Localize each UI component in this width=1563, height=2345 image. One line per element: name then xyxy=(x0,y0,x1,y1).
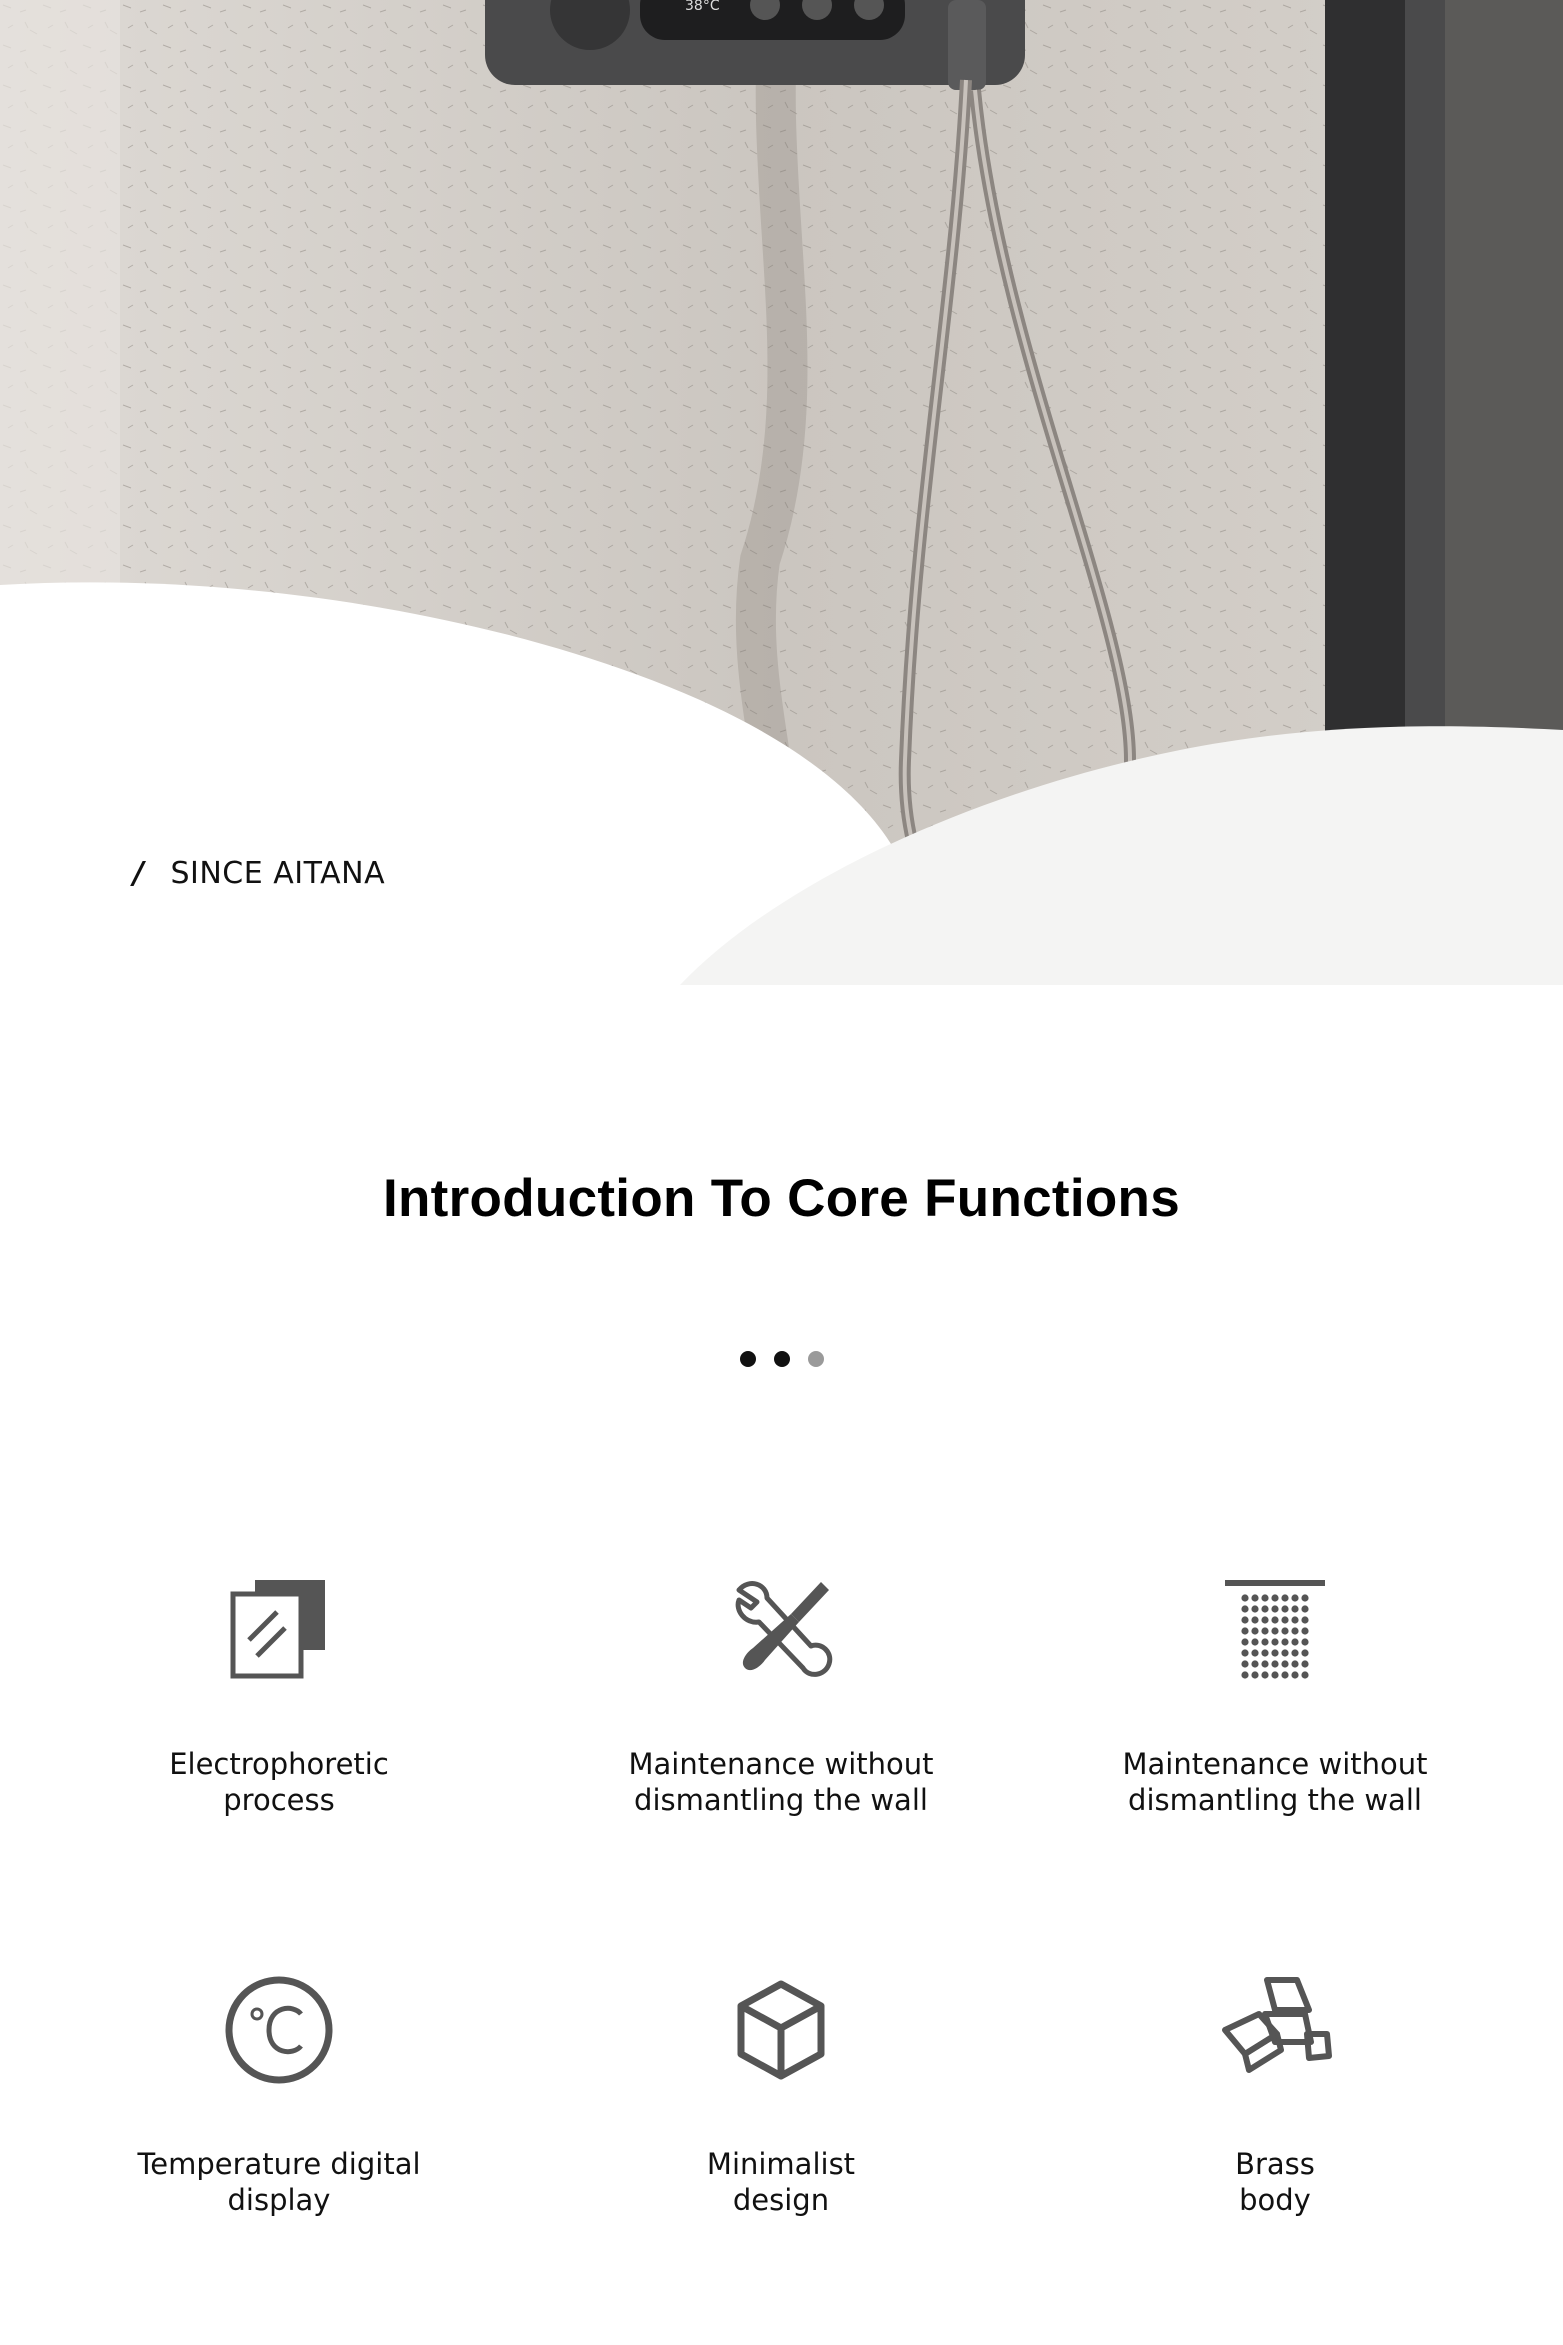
electrophoretic-panel-icon xyxy=(219,1570,339,1690)
feature-item xyxy=(89,1970,469,2218)
section-title: Introduction To Core Functions xyxy=(382,1169,1181,1228)
feature-item xyxy=(89,1570,469,1818)
shower-photo xyxy=(0,0,1563,985)
carousel-dots xyxy=(0,1351,1563,1367)
brand-line: SINCE AITANA xyxy=(170,856,386,891)
cube-icon xyxy=(721,1970,841,2090)
brass-bars-icon xyxy=(1215,1970,1335,2090)
feature-item xyxy=(591,1970,971,2218)
slash-mark: / xyxy=(133,856,145,891)
panel-display-text: 38°C xyxy=(685,0,720,14)
feature-label: Electrophoretic process xyxy=(169,1747,389,1817)
brand-tagline xyxy=(133,856,385,891)
feature-label: Brass body xyxy=(1235,2147,1315,2217)
feature-label: Maintenance without dismantling the wall xyxy=(628,1747,934,1817)
feature-label: Maintenance without dismantling the wall xyxy=(1122,1747,1428,1817)
feature-item xyxy=(591,1570,971,1818)
carousel-dot-2[interactable] xyxy=(774,1351,790,1367)
feature-item xyxy=(1085,1570,1465,1818)
carousel-dot-3[interactable] xyxy=(808,1351,824,1367)
wrench-screwdriver-icon xyxy=(721,1570,841,1690)
hero-image xyxy=(0,0,1563,985)
shower-head-icon xyxy=(1215,1570,1335,1690)
feature-label: Temperature digital display xyxy=(137,2147,421,2217)
carousel-dot-1[interactable] xyxy=(740,1351,756,1367)
celsius-icon xyxy=(219,1970,339,2090)
feature-label: Minimalist design xyxy=(706,2147,856,2217)
feature-item xyxy=(1085,1970,1465,2218)
